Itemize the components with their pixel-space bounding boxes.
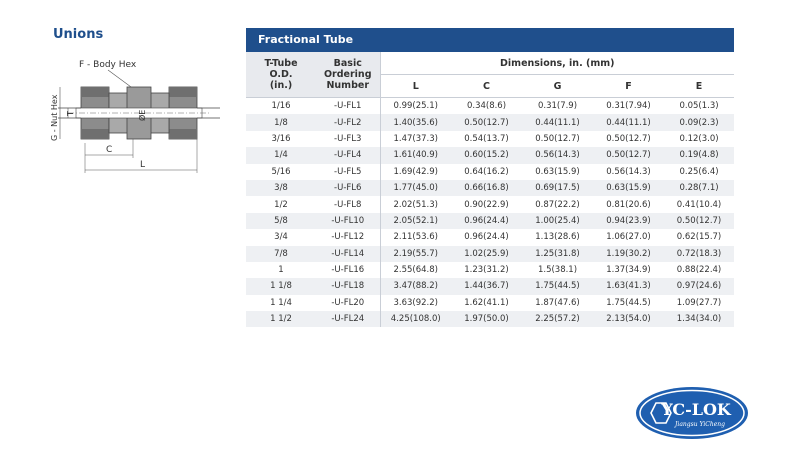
cell-f: 0.31(7.94) xyxy=(593,98,664,115)
union-fitting-drawing xyxy=(48,55,238,175)
table-row xyxy=(246,262,734,278)
cell-c: 0.64(16.2) xyxy=(451,164,522,180)
col-header-basic-line2: Ordering xyxy=(323,69,372,80)
cell-tube: 3/16 xyxy=(246,131,316,147)
cell-tube: 1 1/2 xyxy=(246,311,316,327)
cell-c: 0.66(16.8) xyxy=(451,180,522,196)
cell-ordering: -U-FL14 xyxy=(316,246,380,262)
cell-c: 1.44(36.7) xyxy=(451,278,522,294)
cell-tube: 3/4 xyxy=(246,229,316,245)
cell-ordering: -U-FL10 xyxy=(316,213,380,229)
cell-l: 1.47(37.3) xyxy=(380,131,451,147)
cell-c: 1.23(31.2) xyxy=(451,262,522,278)
cell-f: 0.94(23.9) xyxy=(593,213,664,229)
cell-tube: 1 1/4 xyxy=(246,295,316,311)
table-row xyxy=(246,98,734,115)
e-label: ØE xyxy=(138,109,147,121)
cell-tube: 5/16 xyxy=(246,164,316,180)
table-row xyxy=(246,213,734,229)
cell-e: 0.41(10.4) xyxy=(664,196,734,212)
table-row xyxy=(246,278,734,294)
cell-l: 2.55(64.8) xyxy=(380,262,451,278)
col-header-ttube xyxy=(246,52,316,98)
col-header-l: L xyxy=(380,75,451,98)
cell-l: 3.63(92.2) xyxy=(380,295,451,311)
col-header-g: G xyxy=(522,75,593,98)
cell-tube: 1/16 xyxy=(246,98,316,115)
cell-f: 1.37(34.9) xyxy=(593,262,664,278)
cell-c: 0.60(15.2) xyxy=(451,147,522,163)
cell-g: 2.25(57.2) xyxy=(522,311,593,327)
cell-g: 1.75(44.5) xyxy=(522,278,593,294)
cell-tube: 5/8 xyxy=(246,213,316,229)
body-hex-label: F - Body Hex xyxy=(79,60,137,70)
table-row xyxy=(246,180,734,196)
logo-brand-text: YC-LOK xyxy=(661,400,731,419)
cell-g: 0.44(11.1) xyxy=(522,114,593,130)
table-row xyxy=(246,229,734,245)
cell-tube: 1 xyxy=(246,262,316,278)
col-header-ttube-line2: O.D. xyxy=(269,69,293,80)
table-title: Fractional Tube xyxy=(246,28,734,52)
cell-e: 0.05(1.3) xyxy=(664,98,734,115)
cell-ordering: -U-FL4 xyxy=(316,147,380,163)
yc-lok-logo xyxy=(634,385,750,441)
cell-e: 1.34(34.0) xyxy=(664,311,734,327)
col-header-ttube-line1: T-Tube xyxy=(264,58,298,69)
cell-e: 0.88(22.4) xyxy=(664,262,734,278)
cell-e: 0.19(4.8) xyxy=(664,147,734,163)
dimensions-table xyxy=(246,52,734,327)
cell-g: 0.63(15.9) xyxy=(522,164,593,180)
cell-ordering: -U-FL2 xyxy=(316,114,380,130)
cell-f: 0.50(12.7) xyxy=(593,131,664,147)
cell-ordering: -U-FL8 xyxy=(316,196,380,212)
cell-l: 1.77(45.0) xyxy=(380,180,451,196)
cell-ordering: -U-FL16 xyxy=(316,262,380,278)
cell-f: 0.44(11.1) xyxy=(593,114,664,130)
table-row xyxy=(246,246,734,262)
cell-ordering: -U-FL20 xyxy=(316,295,380,311)
cell-c: 0.90(22.9) xyxy=(451,196,522,212)
cell-c: 0.50(12.7) xyxy=(451,114,522,130)
col-header-basic xyxy=(316,52,380,98)
cell-ordering: -U-FL18 xyxy=(316,278,380,294)
cell-f: 1.06(27.0) xyxy=(593,229,664,245)
cell-e: 0.97(24.6) xyxy=(664,278,734,294)
cell-ordering: -U-FL5 xyxy=(316,164,380,180)
col-header-basic-line3: Number xyxy=(326,80,370,91)
table-row xyxy=(246,147,734,163)
col-header-basic-line1: Basic xyxy=(333,58,362,69)
cell-f: 0.81(20.6) xyxy=(593,196,664,212)
cell-l: 0.99(25.1) xyxy=(380,98,451,115)
cell-f: 1.19(30.2) xyxy=(593,246,664,262)
cell-l: 3.47(88.2) xyxy=(380,278,451,294)
cell-tube: 3/8 xyxy=(246,180,316,196)
cell-c: 1.62(41.1) xyxy=(451,295,522,311)
cell-c: 0.96(24.4) xyxy=(451,213,522,229)
col-header-c: C xyxy=(451,75,522,98)
cell-l: 2.19(55.7) xyxy=(380,246,451,262)
cell-c: 0.96(24.4) xyxy=(451,229,522,245)
cell-ordering: -U-FL3 xyxy=(316,131,380,147)
t-label: T xyxy=(66,111,75,116)
cell-c: 1.97(50.0) xyxy=(451,311,522,327)
cell-e: 0.72(18.3) xyxy=(664,246,734,262)
cell-c: 1.02(25.9) xyxy=(451,246,522,262)
col-header-ttube-line3: (in.) xyxy=(269,80,293,91)
cell-ordering: -U-FL24 xyxy=(316,311,380,327)
cell-f: 0.63(15.9) xyxy=(593,180,664,196)
cell-tube: 1/4 xyxy=(246,147,316,163)
table-body xyxy=(246,98,734,328)
cell-l: 2.05(52.1) xyxy=(380,213,451,229)
cell-e: 1.09(27.7) xyxy=(664,295,734,311)
cell-g: 1.13(28.6) xyxy=(522,229,593,245)
table-row xyxy=(246,164,734,180)
cell-f: 2.13(54.0) xyxy=(593,311,664,327)
cell-c: 0.54(13.7) xyxy=(451,131,522,147)
cell-ordering: -U-FL12 xyxy=(316,229,380,245)
cell-e: 0.09(2.3) xyxy=(664,114,734,130)
cell-ordering: -U-FL1 xyxy=(316,98,380,115)
cell-tube: 1 1/8 xyxy=(246,278,316,294)
table-row xyxy=(246,131,734,147)
cell-l: 2.11(53.6) xyxy=(380,229,451,245)
nut-hex-label: G - Nut Hex xyxy=(50,94,59,141)
cell-l: 1.61(40.9) xyxy=(380,147,451,163)
cell-g: 0.31(7.9) xyxy=(522,98,593,115)
c-label: C xyxy=(106,145,113,155)
table-row xyxy=(246,196,734,212)
cell-l: 1.69(42.9) xyxy=(380,164,451,180)
cell-e: 0.28(7.1) xyxy=(664,180,734,196)
cell-e: 0.62(15.7) xyxy=(664,229,734,245)
cell-g: 0.87(22.2) xyxy=(522,196,593,212)
cell-g: 0.56(14.3) xyxy=(522,147,593,163)
cell-e: 0.25(6.4) xyxy=(664,164,734,180)
col-header-e: E xyxy=(664,75,734,98)
logo-sub-text: Jiangsu YiCheng xyxy=(675,421,725,428)
dimensions-header: Dimensions, in. (mm) xyxy=(380,52,734,75)
cell-ordering: -U-FL6 xyxy=(316,180,380,196)
cell-f: 1.75(44.5) xyxy=(593,295,664,311)
table-row xyxy=(246,311,734,327)
cell-f: 1.63(41.3) xyxy=(593,278,664,294)
cell-l: 4.25(108.0) xyxy=(380,311,451,327)
cell-f: 0.50(12.7) xyxy=(593,147,664,163)
cell-g: 0.50(12.7) xyxy=(522,131,593,147)
table-row xyxy=(246,114,734,130)
section-title: Unions xyxy=(53,27,104,42)
l-label: L xyxy=(140,160,146,170)
cell-tube: 7/8 xyxy=(246,246,316,262)
cell-e: 0.12(3.0) xyxy=(664,131,734,147)
table-row xyxy=(246,295,734,311)
cell-l: 2.02(51.3) xyxy=(380,196,451,212)
col-header-f: F xyxy=(593,75,664,98)
cell-g: 0.69(17.5) xyxy=(522,180,593,196)
cell-tube: 1/2 xyxy=(246,196,316,212)
cell-g: 1.00(25.4) xyxy=(522,213,593,229)
cell-tube: 1/8 xyxy=(246,114,316,130)
cell-l: 1.40(35.6) xyxy=(380,114,451,130)
cell-f: 0.56(14.3) xyxy=(593,164,664,180)
dimensions-table-panel xyxy=(246,28,734,327)
cell-g: 1.5(38.1) xyxy=(522,262,593,278)
cell-g: 1.87(47.6) xyxy=(522,295,593,311)
cell-e: 0.50(12.7) xyxy=(664,213,734,229)
cell-c: 0.34(8.6) xyxy=(451,98,522,115)
cell-g: 1.25(31.8) xyxy=(522,246,593,262)
